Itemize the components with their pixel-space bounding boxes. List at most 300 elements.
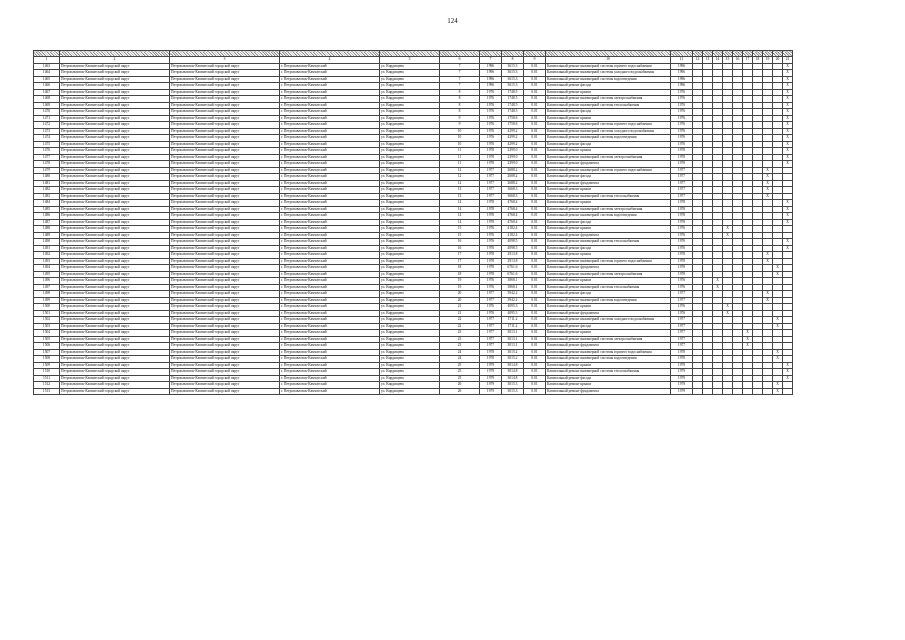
table-cell: г. Петропавловск-Камчатский	[280, 356, 380, 363]
table-cell: X	[743, 336, 753, 343]
table-cell: X	[783, 245, 793, 252]
table-cell: 0.01	[524, 336, 546, 343]
table-cell: Петропавловск-Камчатский городской округ	[60, 96, 170, 103]
table-cell: Капитальный ремонт фасада	[546, 141, 671, 148]
table-cell: 3013.1	[502, 330, 524, 337]
table-cell: 7	[440, 63, 480, 70]
table-cell: 1977	[671, 180, 693, 187]
table-cell: 13	[440, 193, 480, 200]
table-cell: ул. Кирдищева	[380, 291, 440, 298]
table-cell: 3615.3	[502, 70, 524, 77]
table-cell: г. Петропавловск-Камчатский	[280, 161, 380, 168]
table-cell: г. Петропавловск-Камчатский	[280, 115, 380, 122]
table-cell: 0.01	[524, 271, 546, 278]
table-cell: 3013.1	[502, 343, 524, 350]
table-cell: X	[763, 291, 773, 298]
table-cell: ул. Кирдищева	[380, 213, 440, 220]
table-cell: 1977	[671, 174, 693, 181]
table-cell: X	[773, 317, 783, 324]
table-cell: 1976	[480, 102, 502, 109]
table-cell: ул. Кирдищева	[380, 161, 440, 168]
table-cell: 1976	[671, 109, 693, 116]
table-cell: г. Петропавловск-Камчатский	[280, 304, 380, 311]
table-cell: 1977	[671, 297, 693, 304]
column-number: 10	[546, 57, 671, 64]
column-number: 17	[743, 57, 753, 64]
table-cell: ул. Кирдищева	[380, 135, 440, 142]
column-number: 7	[480, 57, 502, 64]
table-cell: 1996	[671, 83, 693, 90]
table-cell: 1478	[34, 161, 60, 168]
table-cell: 1748.5	[502, 89, 524, 96]
table-cell: 11	[440, 154, 480, 161]
table-cell: ул. Кирдищева	[380, 239, 440, 246]
table-cell: Петропавловск-Камчатский городской округ	[170, 206, 280, 213]
table-cell: 4098.5	[502, 239, 524, 246]
table-cell: ул. Кирдищева	[380, 200, 440, 207]
table-cell: 1977	[671, 330, 693, 337]
column-number: 8	[502, 57, 524, 64]
table-cell: 1978	[671, 265, 693, 272]
table-cell: Капитальный ремонт крыши	[546, 226, 671, 233]
table-cell: г. Петропавловск-Камчатский	[280, 102, 380, 109]
table-cell: г. Петропавловск-Камчатский	[280, 226, 380, 233]
table-cell: 1978	[671, 200, 693, 207]
table-cell: 3014.8	[502, 375, 524, 382]
table-cell: 1978	[480, 271, 502, 278]
table-cell: X	[723, 232, 733, 239]
table-cell: 1978	[671, 258, 693, 265]
table-cell: Капитальный ремонт инженерной системы горячего водоснабжения	[546, 63, 671, 70]
table-cell: 1976	[671, 239, 693, 246]
table-cell: X	[773, 382, 783, 389]
table-cell: 1976	[480, 232, 502, 239]
table-cell: Капитальный ремонт инженерной системы теплоснабжения	[546, 239, 671, 246]
table-cell: 4768.4	[502, 200, 524, 207]
table-cell: 1976	[480, 96, 502, 103]
table-cell: 4182.4	[502, 226, 524, 233]
table-cell: 1468	[34, 96, 60, 103]
table-cell: 1748.5	[502, 109, 524, 116]
table-cell: г. Петропавловск-Камчатский	[280, 271, 380, 278]
table-cell: 25	[440, 369, 480, 376]
table-cell: 1978	[480, 161, 502, 168]
table-cell: Петропавловск-Камчатский городской округ	[170, 375, 280, 382]
table-cell: ул. Кирдищева	[380, 128, 440, 135]
column-number: 19	[763, 57, 773, 64]
table-cell: Петропавловск-Камчатский городской округ	[60, 128, 170, 135]
table-cell: 0.01	[524, 252, 546, 259]
table-cell: 1473	[34, 128, 60, 135]
table-cell: 0.01	[524, 375, 546, 382]
table-cell: г. Петропавловск-Камчатский	[280, 245, 380, 252]
table-cell: Петропавловск-Камчатский городской округ	[170, 83, 280, 90]
table-cell: 1512	[34, 382, 60, 389]
table-cell: 2399.0	[502, 154, 524, 161]
table-cell: X	[783, 109, 793, 116]
table-cell: 1501	[34, 310, 60, 317]
table-cell: 0.01	[524, 258, 546, 265]
table-cell: 1498	[34, 291, 60, 298]
table-cell: ул. Кирдищева	[380, 388, 440, 395]
column-number: 4	[280, 57, 380, 64]
table-cell	[703, 388, 713, 395]
table-cell: 3615.3	[502, 76, 524, 83]
table-cell: X	[783, 239, 793, 246]
table-cell: 1996	[480, 83, 502, 90]
table-cell: 1976	[480, 122, 502, 129]
table-cell: 1979	[671, 375, 693, 382]
table-cell: 0.01	[524, 174, 546, 181]
table-cell: 7	[440, 83, 480, 90]
table-cell: Петропавловск-Камчатский городской округ	[60, 310, 170, 317]
table-cell: ул. Кирдищева	[380, 330, 440, 337]
table-cell: 1977	[671, 187, 693, 194]
table-cell: Петропавловск-Камчатский городской округ	[170, 63, 280, 70]
table-cell: Петропавловск-Камчатский городской округ	[60, 304, 170, 311]
table-cell: 1978	[671, 219, 693, 226]
table-cell: 25	[440, 362, 480, 369]
table-cell: X	[783, 200, 793, 207]
table-cell: Капитальный ремонт крыши	[546, 330, 671, 337]
table-cell	[693, 388, 703, 395]
table-cell: Петропавловск-Камчатский городской округ	[60, 271, 170, 278]
table-cell: 0.01	[524, 102, 546, 109]
table-cell: Петропавловск-Камчатский городской округ	[170, 297, 280, 304]
table-cell: 4095.3	[502, 310, 524, 317]
table-cell: г. Петропавловск-Камчатский	[280, 154, 380, 161]
table-cell: Петропавловск-Камчатский городской округ	[170, 336, 280, 343]
table-cell: 1976	[480, 226, 502, 233]
table-cell: ул. Кирдищева	[380, 115, 440, 122]
table-cell: 1977	[480, 291, 502, 298]
table-cell	[783, 388, 793, 395]
table-cell: Петропавловск-Камчатский городской округ	[60, 115, 170, 122]
table-cell: Капитальный ремонт крыши	[546, 252, 671, 259]
table-cell: 16	[440, 245, 480, 252]
table-cell: Капитальный ремонт крыши	[546, 278, 671, 285]
table-cell: 1977	[480, 336, 502, 343]
table-cell: 24	[440, 349, 480, 356]
table-cell: 9	[440, 122, 480, 129]
table-cell: X	[783, 76, 793, 83]
table-cell: ул. Кирдищева	[380, 245, 440, 252]
table-cell: 1474	[34, 135, 60, 142]
table-cell: г. Петропавловск-Камчатский	[280, 167, 380, 174]
table-cell: 0.01	[524, 135, 546, 142]
table-cell: 15	[440, 226, 480, 233]
table-cell: 0.01	[524, 115, 546, 122]
table-cell: Петропавловск-Камчатский городской округ	[60, 213, 170, 220]
table-cell: 1477	[34, 154, 60, 161]
table-cell: X	[763, 193, 773, 200]
table-cell: X	[783, 219, 793, 226]
table-cell: 1977	[480, 323, 502, 330]
column-number: 21	[783, 57, 793, 64]
table-cell: Петропавловск-Камчатский городской округ	[170, 258, 280, 265]
table-cell: 1482	[34, 187, 60, 194]
table-cell: 3015.3	[502, 382, 524, 389]
table-cell: ул. Кирдищева	[380, 89, 440, 96]
table-cell: X	[783, 96, 793, 103]
table-cell: X	[763, 187, 773, 194]
table-cell: г. Петропавловск-Камчатский	[280, 174, 380, 181]
table-cell: Петропавловск-Камчатский городской округ	[170, 265, 280, 272]
table-cell: Капитальный ремонт инженерной системы электроснабжения	[546, 154, 671, 161]
table-cell: г. Петропавловск-Камчатский	[280, 135, 380, 142]
table-cell: 1977	[480, 187, 502, 194]
table-cell: 1978	[480, 206, 502, 213]
table-cell: Капитальный ремонт фундамента	[546, 310, 671, 317]
table-cell: 1976	[671, 135, 693, 142]
table-cell: г. Петропавловск-Камчатский	[280, 258, 380, 265]
table-cell: 1976	[671, 232, 693, 239]
table-cell: 12	[440, 180, 480, 187]
table-cell: Петропавловск-Камчатский городской округ	[60, 148, 170, 155]
table-cell: 0.01	[524, 304, 546, 311]
table-cell: 1977	[480, 317, 502, 324]
table-cell: ул. Кирдищева	[380, 232, 440, 239]
table-cell: 1978	[480, 356, 502, 363]
table-cell: 23	[440, 336, 480, 343]
table-cell: 2913.8	[502, 258, 524, 265]
table-cell: Петропавловск-Камчатский городской округ	[170, 323, 280, 330]
table-cell: Капитальный ремонт инженерной системы теплоснабжения	[546, 102, 671, 109]
table-cell: Капитальный ремонт крыши	[546, 115, 671, 122]
table-cell: 1487	[34, 219, 60, 226]
table-cell: Петропавловск-Камчатский городской округ	[60, 174, 170, 181]
table-cell: 1979	[480, 388, 502, 395]
table-cell: г. Петропавловск-Камчатский	[280, 291, 380, 298]
table-cell: Капитальный ремонт фундамента	[546, 161, 671, 168]
table-cell: 1978	[671, 349, 693, 356]
table-cell: 0.01	[524, 128, 546, 135]
table-cell: ул. Кирдищева	[380, 317, 440, 324]
table-cell: 0.01	[524, 122, 546, 129]
table-cell: 1467	[34, 89, 60, 96]
table-cell: 14	[440, 200, 480, 207]
table-cell: 1748.5	[502, 102, 524, 109]
table-cell: 10	[440, 135, 480, 142]
table-cell: 20	[440, 297, 480, 304]
table-cell: Петропавловск-Камчатский городской округ	[170, 343, 280, 350]
table-cell: 1509	[34, 362, 60, 369]
table-cell: г. Петропавловск-Камчатский	[280, 213, 380, 220]
table-cell: 4768.4	[502, 206, 524, 213]
table-cell: Петропавловск-Камчатский городской округ	[170, 89, 280, 96]
table-cell: Петропавловск-Камчатский городской округ	[170, 226, 280, 233]
table-cell: ул. Кирдищева	[380, 310, 440, 317]
table-cell: 0.01	[524, 343, 546, 350]
table-cell: 1977	[480, 193, 502, 200]
table-cell: Петропавловск-Камчатский городской округ	[60, 336, 170, 343]
table-cell: X	[783, 369, 793, 376]
table-cell: Капитальный ремонт крыши	[546, 187, 671, 194]
table-cell: X	[763, 297, 773, 304]
table-cell: 1977	[480, 167, 502, 174]
table-cell: 2688.2	[502, 180, 524, 187]
table-cell: 1976	[671, 128, 693, 135]
table-cell: 13	[440, 187, 480, 194]
table-cell: Петропавловск-Камчатский городской округ	[60, 187, 170, 194]
column-number: 6	[440, 57, 480, 64]
table-cell: 25	[440, 375, 480, 382]
table-cell: 1978	[671, 356, 693, 363]
table-cell: 11	[440, 161, 480, 168]
table-cell: 1488	[34, 226, 60, 233]
table-cell: 1470	[34, 109, 60, 116]
table-cell: Петропавловск-Камчатский городской округ	[170, 115, 280, 122]
table-cell: г. Петропавловск-Камчатский	[280, 122, 380, 129]
table-cell: г. Петропавловск-Камчатский	[280, 265, 380, 272]
table-cell: 0.01	[524, 232, 546, 239]
table-cell: 1979	[671, 362, 693, 369]
table-cell: 0.01	[524, 83, 546, 90]
table-cell: Капитальный ремонт инженерной системы водоотведения	[546, 356, 671, 363]
page-number: 124	[447, 17, 458, 25]
table-cell: 17	[440, 258, 480, 265]
table-cell: 4768.4	[502, 219, 524, 226]
column-number: 14	[713, 57, 723, 64]
table-cell: 3013.1	[502, 336, 524, 343]
table-cell: 1504	[34, 330, 60, 337]
table-cell: 1996	[480, 63, 502, 70]
table-cell: ул. Кирдищева	[380, 369, 440, 376]
table-cell: г. Петропавловск-Камчатский	[280, 278, 380, 285]
table-cell: Петропавловск-Камчатский городской округ	[170, 310, 280, 317]
table-cell: 0.01	[524, 278, 546, 285]
table-cell: Петропавловск-Камчатский городской округ	[60, 161, 170, 168]
table-cell: ул. Кирдищева	[380, 343, 440, 350]
table-cell: 0.01	[524, 291, 546, 298]
table-cell: 11	[440, 148, 480, 155]
table-cell: Петропавловск-Камчатский городской округ	[170, 76, 280, 83]
table-cell: Капитальный ремонт инженерной системы горячего водоснабжения	[546, 349, 671, 356]
table-cell: 0.01	[524, 349, 546, 356]
table-cell: 21	[440, 310, 480, 317]
table-cell: г. Петропавловск-Камчатский	[280, 349, 380, 356]
table-cell: Капитальный ремонт крыши	[546, 148, 671, 155]
table-cell: 1502	[34, 317, 60, 324]
table-cell: ул. Кирдищева	[380, 219, 440, 226]
housing-repair-register-table	[33, 50, 793, 395]
table-cell: 3014.8	[502, 369, 524, 376]
table-cell: Капитальный ремонт фасада	[546, 83, 671, 90]
table-cell: Петропавловск-Камчатский городской округ	[170, 109, 280, 116]
table-cell: 1976	[480, 284, 502, 291]
table-cell: 0.01	[524, 284, 546, 291]
table-cell: ул. Кирдищева	[380, 304, 440, 311]
table-cell: 1506	[34, 343, 60, 350]
table-cell: г. Петропавловск-Камчатский	[280, 323, 380, 330]
table-cell: 0.01	[524, 239, 546, 246]
table-cell: ул. Кирдищева	[380, 96, 440, 103]
column-number: 2	[60, 57, 170, 64]
table-cell: 3668.3	[502, 193, 524, 200]
table-cell: 1976	[480, 89, 502, 96]
table-cell: Петропавловск-Камчатский городской округ	[60, 206, 170, 213]
table-cell: Петропавловск-Камчатский городской округ	[60, 141, 170, 148]
table-cell: 1507	[34, 349, 60, 356]
table-cell: X	[713, 278, 723, 285]
table-cell: 1469	[34, 102, 60, 109]
table-cell: Капитальный ремонт крыши	[546, 89, 671, 96]
table-cell	[753, 388, 763, 395]
table-cell: Петропавловск-Камчатский городской округ	[60, 343, 170, 350]
table-cell: X	[763, 174, 773, 181]
table-cell: 1996	[480, 76, 502, 83]
table-cell: Петропавловск-Камчатский городской округ	[170, 70, 280, 77]
table-cell: 1481	[34, 180, 60, 187]
table-cell: Капитальный ремонт фундамента	[546, 180, 671, 187]
table-cell: 1508	[34, 356, 60, 363]
table-cell: 1976	[480, 135, 502, 142]
table-cell: 17	[440, 252, 480, 259]
table-cell: г. Петропавловск-Камчатский	[280, 219, 380, 226]
table-cell: Капитальный ремонт фасада	[546, 174, 671, 181]
table-cell: 1495	[34, 271, 60, 278]
table-cell: Капитальный ремонт инженерной системы горячего водоснабжения	[546, 258, 671, 265]
table-cell: 0.01	[524, 356, 546, 363]
table-cell: 0.01	[524, 193, 546, 200]
table-cell: 24	[440, 356, 480, 363]
column-number: 18	[753, 57, 763, 64]
table-cell: ул. Кирдищева	[380, 356, 440, 363]
table-cell: г. Петропавловск-Камчатский	[280, 70, 380, 77]
table-cell: г. Петропавловск-Камчатский	[280, 141, 380, 148]
table-cell: X	[783, 122, 793, 129]
table-cell: Капитальный ремонт фасада	[546, 219, 671, 226]
column-number: 1	[34, 57, 60, 64]
table-cell: г. Петропавловск-Камчатский	[280, 148, 380, 155]
table-cell: Петропавловск-Камчатский городской округ	[170, 187, 280, 194]
table-cell: 1490	[34, 239, 60, 246]
table-cell: 4299.2	[502, 135, 524, 142]
table-cell: Петропавловск-Камчатский городской округ	[60, 232, 170, 239]
table-cell: Петропавловск-Камчатский городской округ	[60, 200, 170, 207]
table-cell: 1976	[480, 109, 502, 116]
table-cell: 1978	[671, 252, 693, 259]
table-cell: 1499	[34, 297, 60, 304]
table-cell: 4095.3	[502, 304, 524, 311]
table-cell: 1479	[34, 167, 60, 174]
table-cell: 1976	[671, 245, 693, 252]
table-cell: 1979	[480, 382, 502, 389]
table-cell: X	[763, 258, 773, 265]
table-cell: ул. Кирдищева	[380, 382, 440, 389]
table-cell: 6761.6	[502, 265, 524, 272]
table-cell: 8	[440, 102, 480, 109]
table-cell: ул. Кирдищева	[380, 271, 440, 278]
table-cell: 1996	[671, 70, 693, 77]
table-cell: 3942.2	[502, 297, 524, 304]
table-cell: Капитальный ремонт фасада	[546, 109, 671, 116]
table-cell: ул. Кирдищева	[380, 226, 440, 233]
table-cell: г. Петропавловск-Камчатский	[280, 375, 380, 382]
table-cell: 6761.6	[502, 271, 524, 278]
table-cell: 0.01	[524, 317, 546, 324]
table-cell	[713, 388, 723, 395]
table-cell: 1976	[671, 310, 693, 317]
table-cell: 0.01	[524, 109, 546, 116]
table-cell: 1979	[671, 369, 693, 376]
table-cell: X	[773, 265, 783, 272]
table-cell: Капитальный ремонт фасада	[546, 291, 671, 298]
table-cell: Петропавловск-Камчатский городской округ	[170, 239, 280, 246]
table-cell: Петропавловск-Камчатский городской округ	[170, 213, 280, 220]
table-cell: Петропавловск-Камчатский городской округ	[170, 349, 280, 356]
table-cell: Капитальный ремонт инженерной системы водоотведения	[546, 213, 671, 220]
